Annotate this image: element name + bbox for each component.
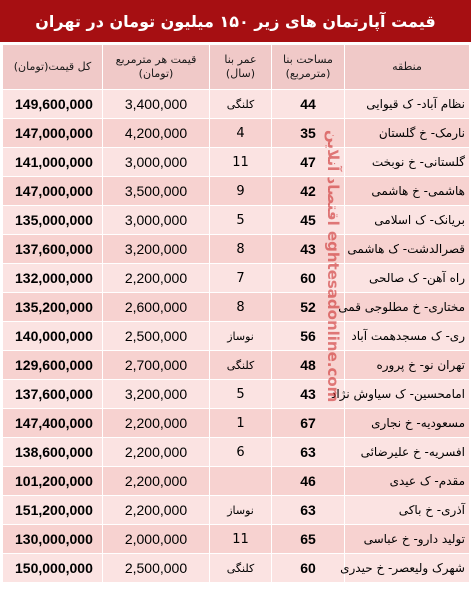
header-row [3,45,470,90]
age-cell: 4 [210,119,272,148]
price-per-meter-cell: 2,200,000 [103,496,210,525]
area-cell: 56 [272,322,345,351]
total-price-cell: 151,200,000 [3,496,103,525]
total-price-cell: 147,000,000 [3,177,103,206]
table-row [3,438,470,467]
age-cell: 1 [210,409,272,438]
age-cell: کلنگی [210,90,272,119]
price-per-meter-cell: 3,400,000 [103,90,210,119]
region-cell: افسریه- خ علیرضائی [345,438,470,467]
region-cell: هاشمی- خ هاشمی [345,177,470,206]
total-price-cell: 129,600,000 [3,351,103,380]
total-price-cell: 137,600,000 [3,235,103,264]
price-per-meter-cell: 2,200,000 [103,409,210,438]
table-row [3,206,470,235]
price-per-meter-cell: 3,200,000 [103,235,210,264]
region-cell: قصرالدشت- ک هاشمی [345,235,470,264]
total-price-cell: 147,000,000 [3,119,103,148]
age-cell: 9 [210,177,272,206]
age-cell [210,467,272,496]
region-cell: آذری- خ باکی [345,496,470,525]
age-cell: 11 [210,525,272,554]
age-cell: 8 [210,235,272,264]
price-per-meter-cell: 3,200,000 [103,380,210,409]
table-row [3,351,470,380]
age-cell: کلنگی [210,554,272,583]
area-cell: 63 [272,438,345,467]
region-cell: شهرک ولیعصر- خ حیدری [345,554,470,583]
total-price-cell: 141,000,000 [3,148,103,177]
watermark-text: اقتصاد آنلاین eghtesadonline.com [324,130,342,403]
region-cell: گلستانی- خ نوبخت [345,148,470,177]
price-per-meter-cell: 2,200,000 [103,438,210,467]
price-per-meter-cell: 2,200,000 [103,467,210,496]
area-cell: 45 [272,206,345,235]
age-cell: 6 [210,438,272,467]
total-price-cell: 150,000,000 [3,554,103,583]
region-cell: نظام آباد- ک قیوایی [345,90,470,119]
age-cell: نوساز [210,322,272,351]
area-cell: 60 [272,264,345,293]
area-cell: 43 [272,380,345,409]
price-per-meter-cell: 3,000,000 [103,206,210,235]
age-cell: 5 [210,380,272,409]
table-row [3,235,470,264]
area-cell: 44 [272,90,345,119]
area-cell: 43 [272,235,345,264]
price-per-meter-cell: 2,600,000 [103,293,210,322]
region-cell: نارمک- خ گلستان [345,119,470,148]
region-cell: مسعودیه- خ نجاری [345,409,470,438]
table-row [3,293,470,322]
table-row [3,380,470,409]
table-row [3,409,470,438]
area-cell: 35 [272,119,345,148]
area-cell: 42 [272,177,345,206]
table-row [3,177,470,206]
price-table [2,44,470,583]
table-row [3,264,470,293]
header-price-per-meter: قیمت هر مترمربع (تومان) [103,45,210,90]
price-per-meter-cell: 3,500,000 [103,177,210,206]
total-price-cell: 140,000,000 [3,322,103,351]
table-row [3,148,470,177]
price-per-meter-cell: 3,000,000 [103,148,210,177]
region-cell: راه آهن- ک صالحی [345,264,470,293]
price-per-meter-cell: 2,000,000 [103,525,210,554]
header-region: منطقه [345,45,470,90]
age-cell: نوساز [210,496,272,525]
age-cell: 11 [210,148,272,177]
area-cell: 48 [272,351,345,380]
page-title: قیمت آپارتمان های زیر ۱۵۰ میلیون تومان در تهران [0,0,471,42]
area-cell: 52 [272,293,345,322]
area-cell: 60 [272,554,345,583]
area-cell: 63 [272,496,345,525]
table-row [3,90,470,119]
table-body [3,90,470,583]
total-price-cell: 149,600,000 [3,90,103,119]
table-row [3,467,470,496]
age-cell: کلنگی [210,351,272,380]
table-row [3,322,470,351]
price-per-meter-cell: 4,200,000 [103,119,210,148]
total-price-cell: 137,600,000 [3,380,103,409]
total-price-cell: 135,000,000 [3,206,103,235]
total-price-cell: 135,200,000 [3,293,103,322]
region-cell: ری- ک مسجدهمت آباد [345,322,470,351]
region-cell: مقدم- ک عیدی [345,467,470,496]
total-price-cell: 101,200,000 [3,467,103,496]
age-cell: 8 [210,293,272,322]
total-price-cell: 147,400,000 [3,409,103,438]
area-cell: 47 [272,148,345,177]
total-price-cell: 130,000,000 [3,525,103,554]
area-cell: 65 [272,525,345,554]
header-area: مساحت بنا (مترمربع) [272,45,345,90]
price-per-meter-cell: 2,500,000 [103,554,210,583]
price-per-meter-cell: 2,700,000 [103,351,210,380]
region-cell: امامحسین- ک سیاوش نژاد [345,380,470,409]
region-cell: تولید دارو- خ عباسی [345,525,470,554]
table-row [3,525,470,554]
total-price-cell: 132,000,000 [3,264,103,293]
age-cell: 7 [210,264,272,293]
area-cell: 46 [272,467,345,496]
table-row [3,554,470,583]
region-cell: تهران نو- خ پروره [345,351,470,380]
region-cell: مختاری- خ مطلوجی قمی [345,293,470,322]
age-cell: 5 [210,206,272,235]
table-row [3,119,470,148]
region-cell: بریانک- ک اسلامی [345,206,470,235]
area-cell: 67 [272,409,345,438]
price-per-meter-cell: 2,200,000 [103,264,210,293]
header-age: عمر بنا (سال) [210,45,272,90]
price-per-meter-cell: 2,500,000 [103,322,210,351]
table-header [3,45,470,90]
header-total-price: کل قیمت(تومان) [3,45,103,90]
total-price-cell: 138,600,000 [3,438,103,467]
table-row [3,496,470,525]
